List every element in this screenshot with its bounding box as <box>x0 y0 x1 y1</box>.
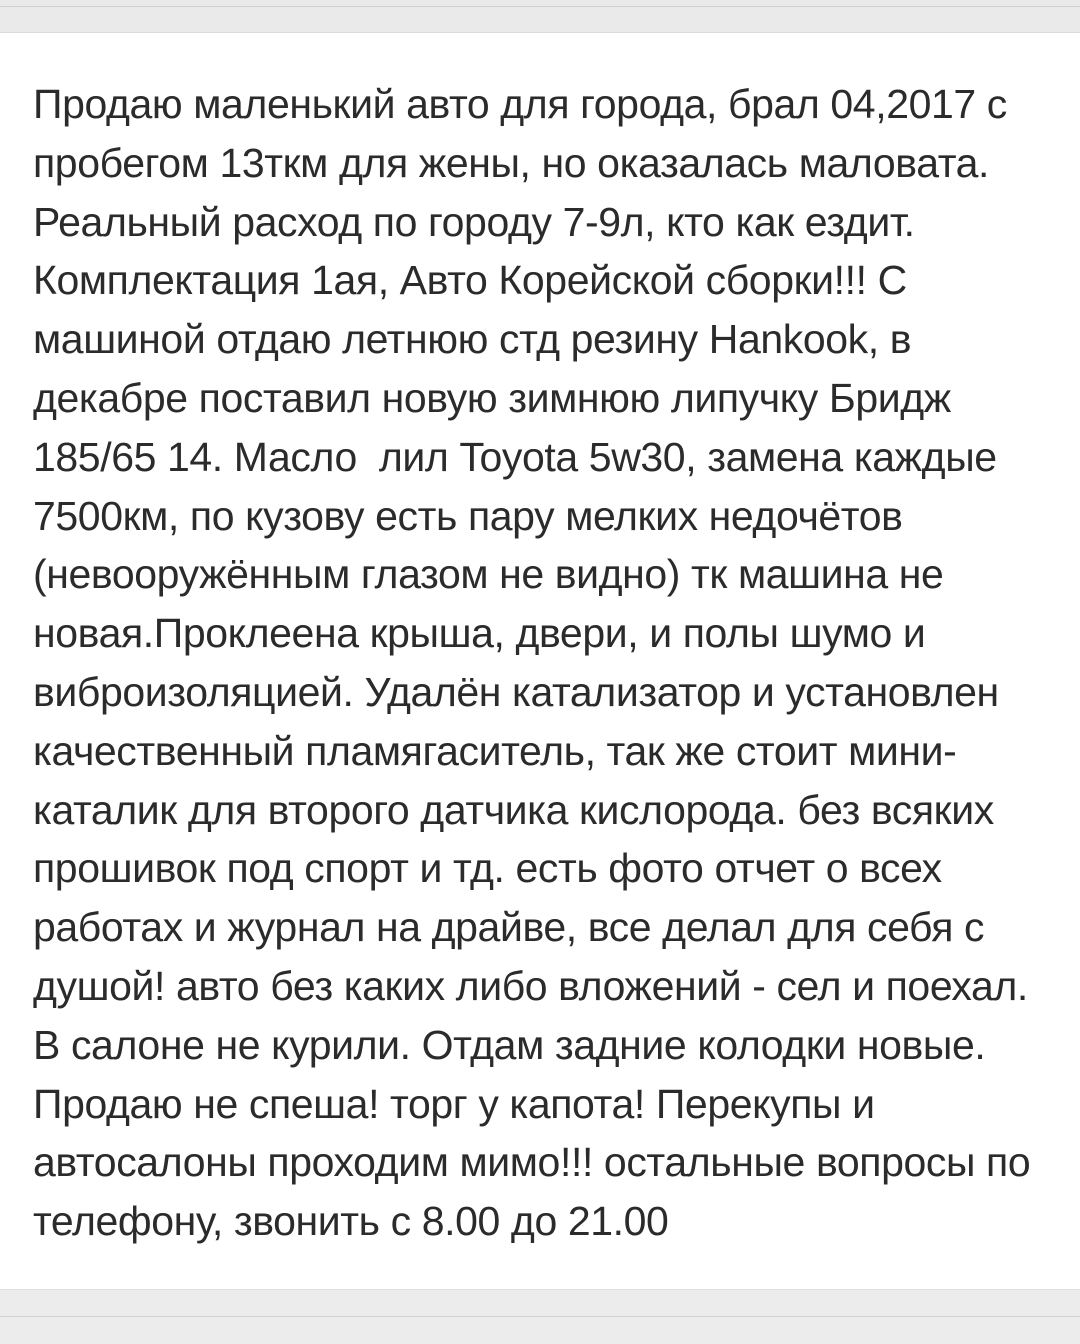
description-line: Комплектация 1ая, Авто Корейской сборки!!! С <box>33 257 907 304</box>
description-line: автосалоны проходим мимо!!! остальные вопросы по <box>33 1139 1031 1186</box>
description-line: телефону, звонить с 8.00 до 21.00 <box>33 1198 669 1245</box>
ad-description-text <box>33 75 1080 1251</box>
description-line: пробегом 13ткм для жены, но оказалась маловата. <box>33 139 990 186</box>
top-divider <box>0 0 1080 32</box>
description-line: новая.Проклеена крыша, двери, и полы шумо и <box>33 610 926 657</box>
description-line: Продаю не спеша! торг у капота! Перекупы и <box>33 1080 875 1127</box>
description-line: виброизоляцией. Удалён катализатор и установлен <box>33 668 999 715</box>
ad-description-card <box>0 32 1080 1290</box>
description-line: В салоне не курили. Отдам задние колодки новые. <box>33 1021 986 1068</box>
description-line: качественный пламягаситель, так же стоит мини- <box>33 727 957 774</box>
description-line: каталик для второго датчика кислорода. без всяких <box>33 786 994 833</box>
description-line: 7500км, по кузову есть пару мелких недочётов <box>33 492 903 539</box>
description-line: Реальный расход по городу 7-9л, кто как ездит. <box>33 198 915 245</box>
description-line: машиной отдаю летнюю стд резину Hankook, в <box>33 316 912 363</box>
description-line: прошивок под спорт и тд. есть фото отчет о всех <box>33 845 942 892</box>
description-line: работах и журнал на драйве, все делал для себя с <box>33 904 985 951</box>
description-line: 185/65 14. Масло лил Toyota 5w30, замена каждые <box>33 433 997 480</box>
top-divider-line <box>0 6 1080 7</box>
description-line: декабре поставил новую зимнюю липучку Бридж <box>33 374 951 421</box>
description-line: Продаю маленький авто для города, брал 04,2017 с <box>33 81 1007 127</box>
description-line: душой! авто без каких либо вложений - сел и поехал. <box>33 962 1028 1009</box>
bottom-divider-line <box>0 1316 1080 1317</box>
description-line: (невооружённым глазом не видно) тк машина не <box>33 551 944 598</box>
bottom-divider <box>0 1290 1080 1344</box>
